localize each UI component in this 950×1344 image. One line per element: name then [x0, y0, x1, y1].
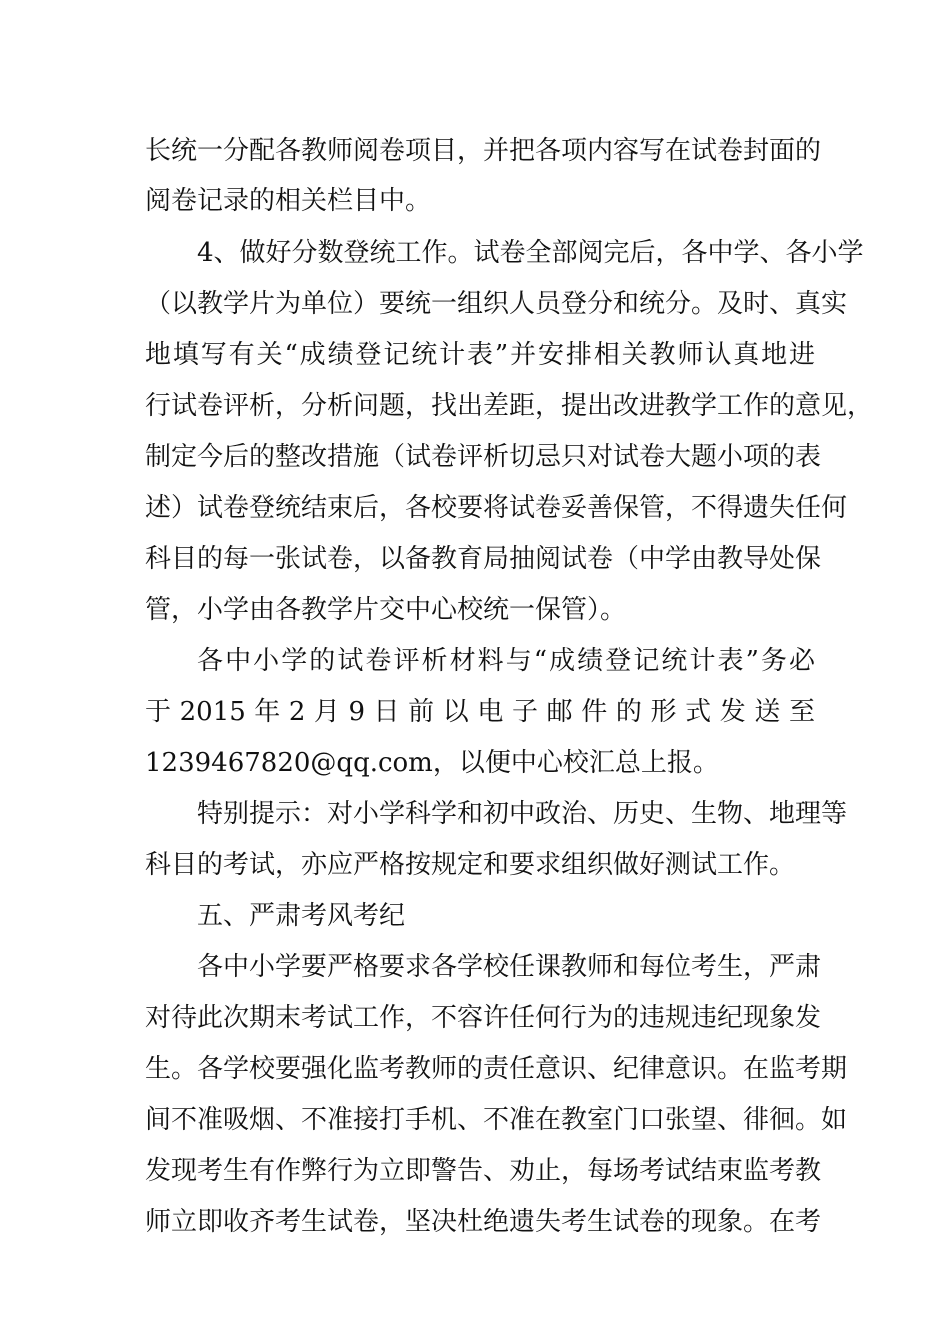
paragraph-line: 管，小学由各教学片交中心校统一保管）。 — [145, 595, 627, 625]
paragraph-line: 发现考生有作弊行为立即警告、劝止，每场考试结束监考教 — [145, 1156, 822, 1186]
paragraph-line: 阅卷记录的相关栏目中。 — [145, 186, 432, 216]
paragraph-line: 4、做好分数登统工作。试卷全部阅完后，各中学、各小学 — [197, 238, 864, 268]
paragraph-line: 科目的考试，亦应严格按规定和要求组织做好测试工作。 — [145, 850, 796, 880]
paragraph-line: 生。各学校要强化监考教师的责任意识、纪律意识。在监考期 — [145, 1054, 848, 1084]
paragraph-line: 特别提示：对小学科学和初中政治、历史、生物、地理等 — [197, 799, 848, 829]
section-heading: 五、严肃考风考纪 — [197, 901, 406, 931]
paragraph-line: 制定今后的整改措施（试卷评析切忌只对试卷大题小项的表 — [145, 442, 822, 472]
paragraph-line: 各中小学要严格要求各学校任课教师和每位考生，严肃 — [197, 952, 822, 982]
paragraph-line: 1239467820@qq.com，以便中心校汇总上报。 — [145, 748, 719, 778]
paragraph-line: 科目的每一张试卷，以备教育局抽阅试卷（中学由教导处保 — [145, 544, 822, 574]
paragraph-line: 师立即收齐考生试卷，坚决杜绝遗失考生试卷的现象。在考 — [145, 1207, 822, 1237]
paragraph-line: 间不准吸烟、不准接打手机、不准在教室门口张望、徘徊。如 — [145, 1105, 848, 1135]
paragraph-line: 各中小学的试卷评析材料与“成绩登记统计表”务必 — [197, 646, 815, 676]
paragraph-line: 地填写有关“成绩登记统计表”并安排相关教师认真地进 — [145, 340, 815, 370]
paragraph-line: （以教学片为单位）要统一组织人员登分和统分。及时、真实 — [145, 289, 848, 319]
paragraph-line: 长统一分配各教师阅卷项目，并把各项内容写在试卷封面的 — [145, 136, 822, 166]
paragraph-line: 于 2015 年 2 月 9 日 前 以 电 子 邮 件 的 形 式 发 送 至 — [145, 697, 815, 727]
paragraph-line: 行试卷评析，分析问题，找出差距，提出改进教学工作的意见， — [145, 391, 874, 421]
paragraph-line: 对待此次期末考试工作，不容许任何行为的违规违纪现象发 — [145, 1003, 822, 1033]
paragraph-line: 述）试卷登统结束后，各校要将试卷妥善保管，不得遗失任何 — [145, 493, 848, 523]
